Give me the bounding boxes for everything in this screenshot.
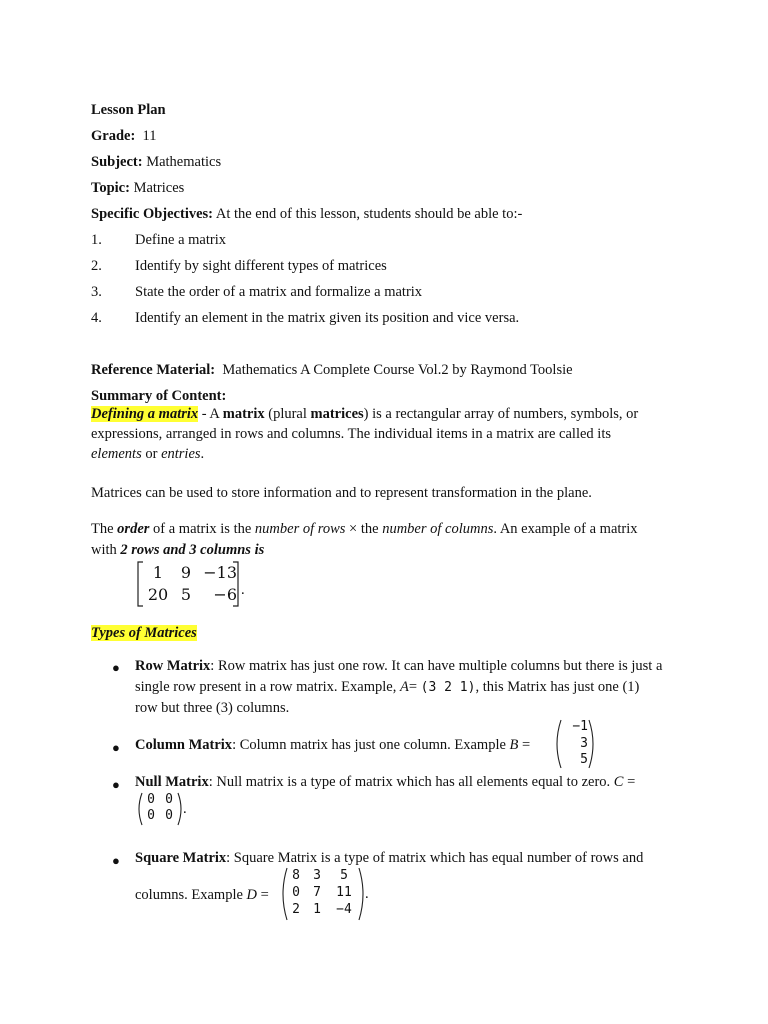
matrix-cell: −6 xyxy=(213,585,237,604)
matrix-cell: −4 xyxy=(336,902,352,917)
list-item: 2. Identify by sight different types of matrices xyxy=(91,258,387,274)
matrix-cell: −1 xyxy=(572,719,588,734)
row-matrix-item: Row Matrix: Row matrix has just one row. It can have multiple columns but there is just a single row present in a row matrix. Example, A= (3 2 1), this Matrix has just one (1) row but three (3) columns. xyxy=(135,658,663,716)
bullet-icon: ● xyxy=(112,853,120,868)
matrix-cell: 5 xyxy=(580,752,588,767)
reference-line: Reference Material: Mathematics A Complete Course Vol.2 by Raymond Toolsie xyxy=(91,362,573,378)
topic-line: Topic: Matrices xyxy=(91,180,185,196)
matrices-use-paragraph: Matrices can be used to store information and to represent transformation in the plane. xyxy=(91,485,592,501)
list-item: 3. State the order of a matrix and formalize a matrix xyxy=(91,284,423,300)
matrix-cell: 0 xyxy=(292,885,300,900)
types-heading: Types of Matrices xyxy=(91,625,197,641)
square-matrix xyxy=(279,866,375,922)
bullet-icon: ● xyxy=(112,660,120,675)
example-matrix xyxy=(135,560,245,608)
matrix-cell: 1 xyxy=(152,563,164,582)
subject-line: Subject: Mathematics xyxy=(91,154,222,170)
matrix-cell: 5 xyxy=(340,868,348,883)
matrix-cell: 11 xyxy=(336,885,352,900)
matrix-cell: 0 xyxy=(147,792,155,807)
grade-line: Grade: 11 xyxy=(91,128,157,144)
matrix-cell: 20 xyxy=(147,585,169,604)
list-item: 4. Identify an element in the matrix given its position and vice versa. xyxy=(91,310,520,326)
objectives-line: Specific Objectives: At the end of this lesson, students should be able to:- xyxy=(91,206,523,222)
matrix-cell: 5 xyxy=(180,585,192,604)
square-matrix-item: Square Matrix: Square Matrix is a type of matrix which has equal number of rows and xyxy=(135,850,644,866)
null-matrix xyxy=(135,791,195,827)
matrix-cell: 8 xyxy=(292,868,300,883)
matrix-cell: 2 xyxy=(292,902,300,917)
summary-heading: Summary of Content: xyxy=(91,388,227,404)
matrix-cell: 0 xyxy=(165,792,173,807)
matrix-cell: 9 xyxy=(180,563,192,582)
matrix-period: . xyxy=(365,886,369,902)
matrix-cell: 0 xyxy=(165,808,173,823)
matrix-cell: 1 xyxy=(313,902,321,917)
square-matrix-example: columns. Example D = xyxy=(135,887,269,903)
order-paragraph: The order of a matrix is the number of rows × the number of columns. An example of a matrix with 2 rows and 3 columns is xyxy=(91,521,638,558)
list-item: 1. Define a matrix xyxy=(91,232,226,248)
matrix-cell: 7 xyxy=(313,885,321,900)
matrix-cell: 3 xyxy=(313,868,321,883)
matrix-period: . xyxy=(183,801,187,817)
matrix-cell: 0 xyxy=(147,808,155,823)
column-matrix-item: Column Matrix: Column matrix has just one column. Example B = xyxy=(135,737,531,753)
matrix-period: . xyxy=(241,582,245,598)
bullet-icon: ● xyxy=(112,777,120,792)
column-matrix xyxy=(552,718,598,770)
null-matrix-item: Null Matrix: Null matrix is a type of matrix which has all elements equal to zero. C = xyxy=(135,774,636,790)
matrix-cell: 3 xyxy=(580,735,588,751)
matrix-cell: −13 xyxy=(203,563,237,582)
document-title: Lesson Plan xyxy=(91,102,166,118)
bullet-icon: ● xyxy=(112,740,120,755)
definition-paragraph: Defining a matrix - A matrix (plural matrices) is a rectangular array of numbers, symbols, or expressions, arranged in rows and columns. The individual items in a matrix are called its elements or entries. xyxy=(91,406,639,462)
